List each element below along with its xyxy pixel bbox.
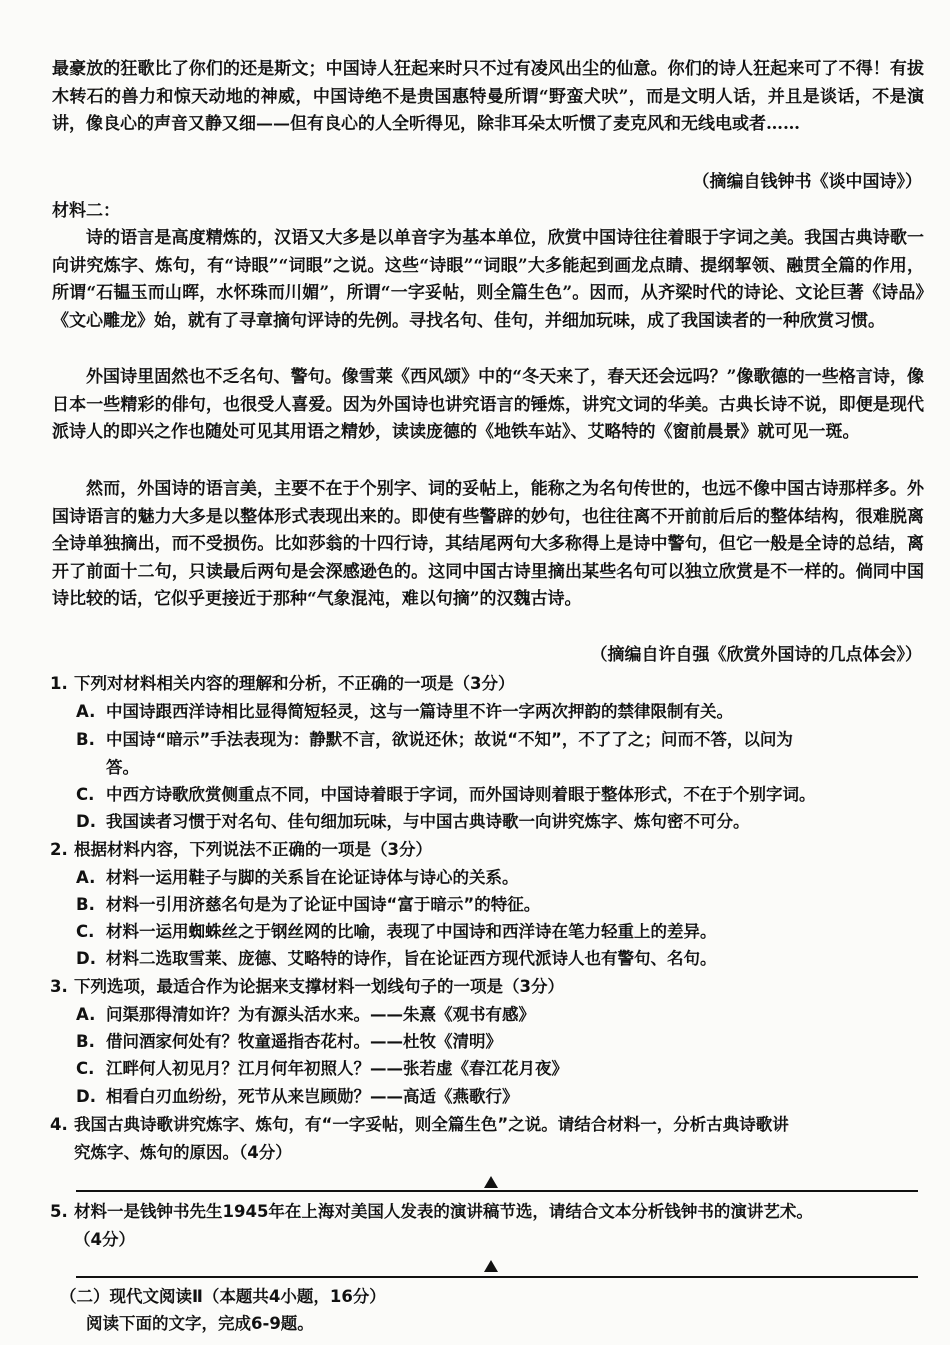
source-citation-2: （摘编自许自强《欣赏外国诗的几点体会》） (590, 645, 922, 665)
q3-option-d: D. 相看白刃血纷纷，死节从来岂顾勋？——高适《燕歌行》 (76, 1087, 519, 1106)
q2-option-b: B. 材料一引用济慈名句是为了论证中国诗“富于暗示”的特征。 (76, 895, 541, 914)
answer-marker-icon (484, 1176, 498, 1188)
answer-line (76, 1276, 918, 1278)
q1-option-c: C. 中西方诗歌欣赏侧重点不同，中国诗着眼于字词，而外国诗则着眼于整体形式，不在于个别字词。 (76, 785, 816, 804)
q3-option-c: C. 江畔何人初见月？江月何年初照人？——张若虚《春江花月夜》 (76, 1059, 568, 1078)
answer-marker-icon (484, 1260, 498, 1272)
material2-paragraph-2: 外国诗里固然也不乏名句、警句。像雪莱《西风颂》中的“冬天来了，春天还会远吗？”像歌德的一些格言诗，像日本一些精彩的俳句，也很受人喜爱。因为外国诗也讲究语言的锤炼，讲究文词的华美。古典长诗不说，即便是现代派诗人的即兴之作也随处可见其用语之精妙，读读庞德的《地铁车站》、艾略特的《窗前晨景》就可见一斑。 (52, 367, 924, 443)
q2-option-c: C. 材料一运用蜘蛛丝之于钢丝网的比喻，表现了中国诗和西洋诗在笔力轻重上的差异。 (76, 922, 717, 941)
q3-option-a: A. 问渠那得清如许？为有源头活水来。——朱熹《观书有感》 (76, 1005, 535, 1024)
material2-paragraph-1: 诗的语言是高度精炼的，汉语又大多是以单音字为基本单位，欣赏中国诗往往着眼于字词之美。我国古典诗歌一向讲究炼字、炼句，有“诗眼”“词眼”之说。这些“诗眼”“词眼”大多能起到画龙点睛、提纲挈领、融贯全篇的作用，所谓“石韫玉而山晖，水怀珠而川媚”，所谓“一字妥帖，则全篇生色”。因而，从齐梁时代的诗论、文论巨著《诗品》《文心雕龙》始，就有了寻章摘句评诗的先例。寻找名句、佳句，并细加玩味，成了我国读者的一种欣赏习惯。 (52, 228, 924, 331)
question-5: 5. 材料一是钱钟书先生1945年在上海对美国人发表的演讲稿节选，请结合文本分析钱钟书的演讲艺术。 （4分） (50, 1202, 813, 1249)
source-citation-1: （摘编自钱钟书《谈中国诗》） (692, 172, 922, 192)
reading-instruction: 阅读下面的文字，完成6-9题。 (86, 1314, 314, 1333)
question-stem: 下列选项，最适合作为论据来支撑材料一划线句子的一项是（3分） (74, 977, 564, 996)
question-1 (50, 670, 926, 698)
q2-option-d: D. 材料二选取雪莱、庞德、艾略特的诗作，旨在论证西方现代派诗人也有警句、名句。 (76, 949, 717, 968)
question-4: 4. 我国古典诗歌讲究炼字、炼句，有“一字妥帖，则全篇生色”之说。请结合材料一，分析古典诗歌讲 究炼字、炼句的原因。（4分） (50, 1115, 789, 1162)
question-stem: 下列对材料相关内容的理解和分析，不正确的一项是（3分） (74, 674, 515, 693)
material2-label: 材料二： (52, 201, 120, 221)
q3-option-b: B. 借问酒家何处有？牧童遥指杏花村。——杜牧《清明》 (76, 1032, 502, 1051)
section-heading: （二）现代文阅读Ⅱ（本题共4小题，16分） (60, 1287, 386, 1306)
question-number: 1. (50, 674, 68, 693)
material2-paragraph-3: 然而，外国诗的语言美，主要不在于个别字、词的妥帖上，能称之为名句传世的，也远不像中国古诗那样多。外国诗语言的魅力大多是以整体形式表现出来的。即使有些警辟的妙句，也往往离不开前前后后的整体结构，很难脱离全诗单独摘出，而不受损伤。比如莎翁的十四行诗，其结尾两句大多称得上是诗中警句，但它一般是全诗的总结，离开了前面十二句，只读最后两句是会深感逊色的。这同中国古诗里摘出某些名句可以独立欣赏是不一样的。倘同中国诗比较的话，它似乎更接近于那种“气象混沌，难以句摘”的汉魏古诗。 (52, 479, 924, 610)
question-stem: 根据材料内容，下列说法不正确的一项是（3分） (74, 840, 432, 859)
question-2: 2. 根据材料内容，下列说法不正确的一项是（3分） (50, 840, 432, 859)
answer-line (76, 1190, 918, 1192)
material1-tail: 最豪放的狂歌比了你们的还是斯文；中国诗人狂起来时只不过有凌风出尘的仙意。你们的诗人狂起来可了不得！有拔木转石的兽力和惊天动地的神威，中国诗绝不是贵国惠特曼所谓“野蛮犬吠”，而是文明人话，并且是谈话，不是演讲，像良心的声音又静又细——但有良心的人全听得见，除非耳朵太听惯了麦克风和无线电或者…… (52, 59, 924, 135)
question-3: 3. 下列选项，最适合作为论据来支撑材料一划线句子的一项是（3分） (50, 977, 564, 996)
q1-option-a: A. 中国诗跟西洋诗相比显得简短轻灵，这与一篇诗里不许一字两次押韵的禁律限制有关。 (76, 702, 733, 721)
q1-option-d: D. 我国读者习惯于对名句、佳句细加玩味，与中国古典诗歌一向讲究炼字、炼句密不可分。 (76, 812, 750, 831)
q2-option-a: A. 材料一运用鞋子与脚的关系旨在论证诗体与诗心的关系。 (76, 868, 519, 887)
q1-option-b: B. 中国诗“暗示”手法表现为：静默不言，欲说还休；故说“不知”，不了了之；问而不答，以问为 答。 (76, 730, 793, 777)
